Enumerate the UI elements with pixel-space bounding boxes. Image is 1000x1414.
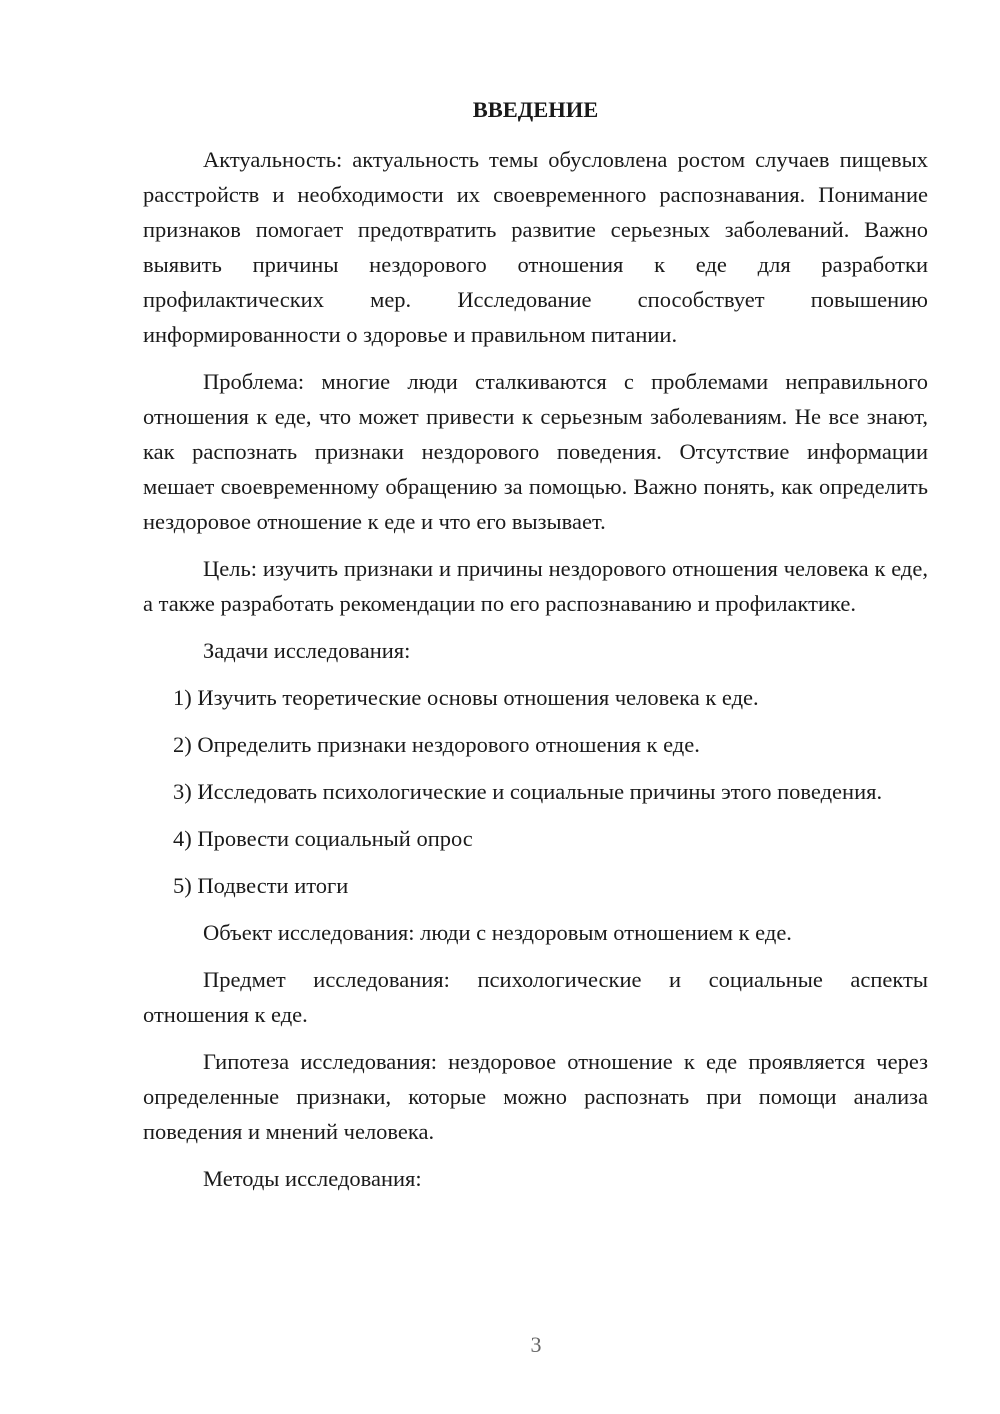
document-page bbox=[143, 92, 928, 1208]
section-title: ВВЕДЕНИЕ bbox=[472, 97, 599, 122]
hypothesis-paragraph: Гипотеза исследования: нездоровое отношение к еде проявляется через определенные признаки, которые можно распознать при помощи анализа поведения и мнений человека. bbox=[143, 1049, 928, 1144]
object-paragraph: Объект исследования: люди с нездоровым отношением к еде. bbox=[203, 920, 792, 945]
goal-paragraph: Цель: изучить признаки и причины нездорового отношения человека к еде, а также разработать рекомендации по его распознаванию и профилактике. bbox=[143, 556, 928, 616]
problem-paragraph: Проблема: многие люди сталкиваются с проблемами неправильного отношения к еде, что может привести к серьезным заболеваниям. Не все знают, как распознать признаки нездорового поведения. Отсутствие информации мешает своевременному обращению за помощью. Важно понять, как определить нездоровое отношение к еде и что его вызывает. bbox=[143, 369, 928, 534]
task-item-5: 5) Подвести итоги bbox=[173, 873, 349, 898]
subject-paragraph: Предмет исследования: психологические и социальные аспекты отношения к еде. bbox=[143, 967, 928, 1027]
task-item-2: 2) Определить признаки нездорового отношения к еде. bbox=[173, 732, 700, 757]
task-item-3: 3) Исследовать психологические и социальные причины этого поведения. bbox=[173, 779, 883, 804]
task-item-1: 1) Изучить теоретические основы отношения человека к еде. bbox=[173, 685, 759, 710]
methods-heading: Методы исследования: bbox=[203, 1166, 422, 1191]
page-number: 3 bbox=[530, 1332, 542, 1357]
task-item-4: 4) Провести социальный опрос bbox=[173, 826, 473, 851]
relevance-paragraph: Актуальность: актуальность темы обусловлена ростом случаев пищевых расстройств и необходимости их своевременного распознавания. Понимание признаков помогает предотвратить развитие серьезных заболеваний. Важно выявить причины нездорового отношения к еде для разработки профилактических мер. Исследование способствует повышению информированности о здоровье и правильном питании. bbox=[143, 147, 928, 347]
tasks-heading: Задачи исследования: bbox=[203, 638, 411, 663]
